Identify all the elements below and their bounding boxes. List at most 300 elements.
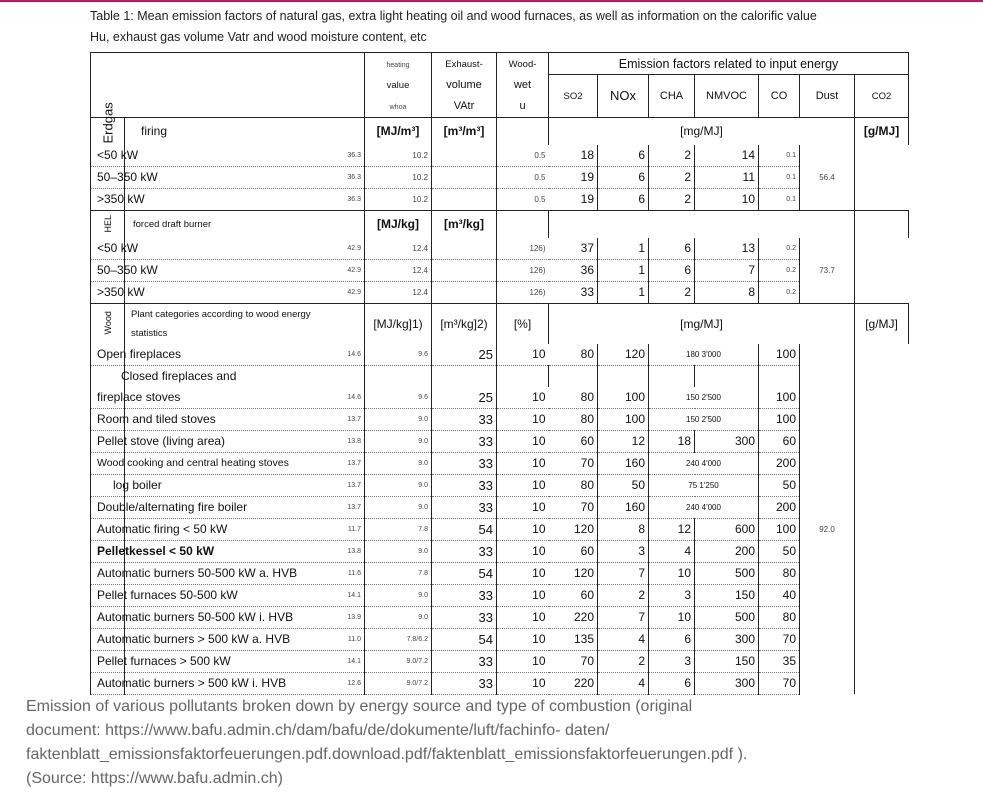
nmvoc-cell: 2 — [649, 166, 695, 188]
co-cell: 200 — [695, 540, 759, 562]
nox-cell: 220 — [549, 606, 598, 628]
moisture-cell: 33 — [432, 540, 497, 562]
heating-value-cell: 36.3 — [125, 188, 365, 210]
so2-cell: 10 — [497, 606, 549, 628]
co2-header: CO2 — [855, 75, 909, 118]
co-value: 1'250 — [699, 480, 719, 490]
nmvoc-cell: 3 — [649, 650, 695, 672]
dust-cell: 100 — [759, 387, 800, 409]
empty-cell — [598, 365, 649, 387]
erdgas-unit-co2: [g/MJ] — [855, 117, 909, 145]
co-cell: 8 — [695, 281, 759, 303]
co-cell: 150 — [695, 584, 759, 606]
empty-cell — [695, 365, 759, 387]
row-label: <50 kW — [91, 145, 125, 167]
so2-cell: 10 — [497, 628, 549, 650]
row-label: Wood cooking and central heating stoves — [91, 452, 125, 474]
co-cell: 600 — [695, 518, 759, 540]
nmvoc-value: 150 — [686, 392, 700, 402]
row-label: Automatic burners > 500 kW i. HVB — [91, 672, 125, 694]
nox-cell: 70 — [549, 650, 598, 672]
dust-cell: 50 — [759, 474, 800, 496]
caption-line-1: Table 1: Mean emission factors of natural gas, extra light heating oil and wood furnaces, as well as information on the calorific value — [90, 9, 817, 23]
cha-cell: 160 — [598, 496, 649, 518]
nox-cell: 120 — [549, 562, 598, 584]
nox-cell: 19 — [549, 188, 598, 210]
erdgas-row — [91, 188, 909, 210]
wood-unit-row — [91, 303, 909, 344]
co2-cell-empty — [800, 496, 855, 518]
empty-cell — [497, 365, 549, 387]
wood-unit-ev: [m³/kg]2) — [432, 303, 497, 344]
empty-cell — [759, 365, 800, 387]
cha-cell: 6 — [598, 145, 649, 167]
nox-cell: 80 — [549, 408, 598, 430]
exhaust-volume-cell: 9.0/7.2 — [365, 672, 432, 694]
cha-cell: 1 — [598, 238, 649, 260]
moisture-cell — [432, 188, 497, 210]
so2-cell: 126) — [497, 281, 549, 303]
nmvoc-cell: 2 — [649, 188, 695, 210]
co-cell: 11 — [695, 166, 759, 188]
wood-row — [91, 606, 909, 628]
wood-row — [91, 518, 909, 540]
cha-cell: 1 — [598, 281, 649, 303]
co2-cell-empty — [800, 606, 855, 628]
heating-value-cell: 42.9 — [125, 259, 365, 281]
wood-moisture-header: Wood- — [497, 53, 549, 75]
dust-cell: 0.1 — [759, 166, 800, 188]
dust-cell: 100 — [759, 408, 800, 430]
erdgas-row — [91, 145, 909, 167]
nox-cell: 80 — [549, 387, 598, 409]
nox-cell: 70 — [549, 452, 598, 474]
exhaust-volume-cell: 7.8/6.2 — [365, 628, 432, 650]
heating-value-cell: 13.7 — [125, 496, 365, 518]
empty-cell — [649, 365, 695, 387]
cha-cell: 50 — [598, 474, 649, 496]
so2-cell: 10 — [497, 430, 549, 452]
exhaust-volume-cell: 12.4 — [365, 281, 432, 303]
nmvoc-co-merged-cell — [649, 474, 759, 496]
exhaust-volume-cell: 9.0 — [365, 540, 432, 562]
cha-cell: 7 — [598, 562, 649, 584]
cha-cell: 120 — [598, 344, 649, 366]
nox-cell: 80 — [549, 474, 598, 496]
empty-cell — [365, 365, 432, 387]
cha-cell: 6 — [598, 166, 649, 188]
exhaust-volume-cell: 10.2 — [365, 145, 432, 167]
moisture-cell — [432, 145, 497, 167]
emission-factors-table — [90, 52, 909, 695]
nmvoc-cell: 18 — [649, 430, 695, 452]
wood-row — [91, 408, 909, 430]
nmvoc-cell: 6 — [649, 259, 695, 281]
exhaust-volume-cell: 9.0 — [365, 430, 432, 452]
erdgas-sub-label: firing — [125, 117, 365, 145]
cha-cell: 6 — [598, 188, 649, 210]
co2-cell: 73.7 — [800, 259, 855, 281]
moisture-cell: 25 — [432, 344, 497, 366]
heating-value-cell: 14.1 — [125, 584, 365, 606]
hel-row — [91, 238, 909, 260]
nmvoc-co-merged-cell — [649, 408, 759, 430]
dust-cell: 0.2 — [759, 281, 800, 303]
dust-cell: 0.2 — [759, 238, 800, 260]
co-cell: 13 — [695, 238, 759, 260]
wood-row — [91, 650, 909, 672]
so2-cell: 10 — [497, 344, 549, 366]
caption-line-2: Hu, exhaust gas volume Vatr and wood moisture content, etc — [90, 30, 427, 44]
dust-cell: 80 — [759, 606, 800, 628]
heating-value-cell: 14.6 — [125, 387, 365, 409]
so2-cell: 126) — [497, 259, 549, 281]
moisture-cell: 33 — [432, 430, 497, 452]
row-label: Automatic firing < 50 kW — [91, 518, 125, 540]
moisture-cell: 33 — [432, 408, 497, 430]
exhaust-volume-cell: 9.0/7.2 — [365, 650, 432, 672]
wood-row — [91, 628, 909, 650]
co-value: 3'000 — [701, 349, 721, 359]
cha-cell: 100 — [598, 387, 649, 409]
dust-cell: 100 — [759, 518, 800, 540]
dust-cell: 80 — [759, 562, 800, 584]
row-label: <50 kW — [91, 238, 125, 260]
nox-cell: 60 — [549, 430, 598, 452]
dust-cell: 70 — [759, 628, 800, 650]
wood-unit-moist: [%] — [497, 303, 549, 344]
wood-row — [91, 452, 909, 474]
nox-cell: 37 — [549, 238, 598, 260]
heating-value-cell: 42.9 — [125, 238, 365, 260]
exhaust-volume-cell: 12.4 — [365, 238, 432, 260]
nmvoc-cell: 6 — [649, 628, 695, 650]
so2-cell: 0.5 — [497, 188, 549, 210]
cha-cell: 4 — [598, 672, 649, 694]
so2-cell: 0.5 — [497, 145, 549, 167]
so2-cell: 10 — [497, 518, 549, 540]
nox-cell: 120 — [549, 518, 598, 540]
moisture-cell — [432, 281, 497, 303]
nox-cell: 220 — [549, 672, 598, 694]
row-label: Automatic burners > 500 kW a. HVB — [91, 628, 125, 650]
co2-cell-empty — [800, 628, 855, 650]
wood-unit-co2: [g/MJ] — [855, 303, 909, 344]
nmvoc-cell: 4 — [649, 540, 695, 562]
nmvoc-cell: 2 — [649, 281, 695, 303]
co2-cell-empty — [800, 430, 855, 452]
heating-value-cell: 13.7 — [125, 408, 365, 430]
dust-cell: 40 — [759, 584, 800, 606]
so2-cell: 10 — [497, 672, 549, 694]
so2-cell: 10 — [497, 496, 549, 518]
header-row-1 — [91, 53, 909, 75]
erdgas-unit-ev: [m³/m³] — [432, 117, 497, 145]
heating-value-header: heating — [365, 53, 432, 75]
erdgas-group-label: Erdgas — [91, 117, 125, 145]
cha-cell: 160 — [598, 452, 649, 474]
hel-unit-row — [91, 210, 909, 238]
cha-header: CHA — [649, 75, 695, 118]
moisture-cell: 33 — [432, 672, 497, 694]
co2-cell-empty — [800, 452, 855, 474]
exhaust-volume-cell: 9.0 — [365, 408, 432, 430]
figure-caption-line-2: document: https://www.bafu.admin.ch/dam/bafu/de/dokumente/luft/fachinfo- daten/ — [26, 722, 610, 739]
exhaust-volume-cell: 9.0 — [365, 452, 432, 474]
dust-cell: 50 — [759, 540, 800, 562]
cha-cell: 1 — [598, 259, 649, 281]
nmvoc-cell: 2 — [649, 145, 695, 167]
co-cell: 7 — [695, 259, 759, 281]
co2-cell-empty — [800, 238, 855, 260]
heating-value-cell: 11.7 — [125, 518, 365, 540]
wood-row — [91, 387, 909, 409]
nox-cell: 135 — [549, 628, 598, 650]
dust-cell: 0.1 — [759, 188, 800, 210]
so2-cell: 10 — [497, 452, 549, 474]
moisture-cell: 33 — [432, 650, 497, 672]
wood-row — [91, 474, 909, 496]
wood-row — [91, 344, 909, 366]
so2-cell: 10 — [497, 408, 549, 430]
cha-cell: 2 — [598, 650, 649, 672]
moisture-cell: 33 — [432, 496, 497, 518]
so2-cell: 10 — [497, 540, 549, 562]
dust-cell: 200 — [759, 496, 800, 518]
co2-cell-empty — [800, 408, 855, 430]
co-cell: 14 — [695, 145, 759, 167]
wood-row — [91, 430, 909, 452]
so2-cell: 10 — [497, 562, 549, 584]
emission-title: Emission factors related to input energy — [549, 53, 909, 75]
wood-moisture-header-3: u — [497, 96, 549, 118]
empty-cell — [549, 365, 598, 387]
top-accent-line — [0, 0, 983, 2]
nox-cell: 33 — [549, 281, 598, 303]
moisture-cell: 33 — [432, 474, 497, 496]
moisture-cell: 25 — [432, 387, 497, 409]
dust-cell: 200 — [759, 452, 800, 474]
dust-cell: 70 — [759, 672, 800, 694]
row-label: >350 kW — [91, 188, 125, 210]
dust-cell: 35 — [759, 650, 800, 672]
nmvoc-cell: 6 — [649, 672, 695, 694]
heating-value-cell: 14.6 — [125, 344, 365, 366]
nmvoc-value: 150 — [686, 414, 700, 424]
row-label: fireplace stoves — [91, 387, 125, 409]
table-caption — [90, 6, 890, 48]
co2-cell-empty — [800, 344, 855, 366]
nmvoc-value: 75 — [688, 480, 698, 490]
co-value: 2'500 — [701, 392, 721, 402]
heating-value-header-3: whoa — [365, 96, 432, 118]
nmvoc-cell: 12 — [649, 518, 695, 540]
exhaust-volume-cell: 10.2 — [365, 188, 432, 210]
moisture-cell: 54 — [432, 518, 497, 540]
co2-cell-empty — [800, 672, 855, 694]
exhaust-volume-cell: 9.0 — [365, 496, 432, 518]
co-value: 4'000 — [701, 458, 721, 468]
figure-caption-line-1: Emission of various pollutants broken down by energy source and type of combustion (original — [26, 698, 693, 715]
cha-cell: 3 — [598, 540, 649, 562]
nox-cell: 36 — [549, 259, 598, 281]
co-cell: 300 — [695, 628, 759, 650]
wood-moisture-header-2: wet — [497, 75, 549, 96]
co2-cell-empty — [800, 584, 855, 606]
cha-cell: 7 — [598, 606, 649, 628]
exhaust-volume-cell: 7.8 — [365, 518, 432, 540]
row-label: Pellet furnaces 50-500 kW — [91, 584, 125, 606]
nox-header: NOx — [598, 75, 649, 118]
header-blank — [91, 53, 365, 118]
wood-row — [91, 584, 909, 606]
heating-value-cell: 11.0 — [125, 628, 365, 650]
so2-cell: 10 — [497, 474, 549, 496]
hel-row — [91, 259, 909, 281]
moisture-cell: 33 — [432, 584, 497, 606]
row-label: Double/alternating fire boiler — [91, 496, 125, 518]
exhaust-volume-cell: 9.0 — [365, 474, 432, 496]
row-label: log boiler — [91, 474, 125, 496]
row-label: Automatic burners 50-500 kW i. HVB — [91, 606, 125, 628]
so2-cell: 10 — [497, 387, 549, 409]
heating-value-header-2: value — [365, 75, 432, 96]
heating-value-cell: 13.9 — [125, 606, 365, 628]
heating-value-cell: 13.7 — [125, 474, 365, 496]
wood-sub-label: Plant categories according to wood energy statistics — [125, 303, 365, 344]
cha-cell: 4 — [598, 628, 649, 650]
co-cell: 300 — [695, 672, 759, 694]
moisture-cell: 33 — [432, 452, 497, 474]
row-label-prefix: Closed fireplaces and — [91, 365, 125, 387]
exhaust-volume-cell: 9.6 — [365, 387, 432, 409]
moisture-cell: 33 — [432, 606, 497, 628]
nmvoc-co-merged-cell — [649, 496, 759, 518]
co2-cell-empty — [800, 281, 855, 303]
so2-cell: 10 — [497, 650, 549, 672]
exhaust-volume-cell: 10.2 — [365, 166, 432, 188]
nmvoc-cell: 10 — [649, 562, 695, 584]
wood-row — [91, 562, 909, 584]
co2-cell-empty — [800, 540, 855, 562]
cha-cell: 2 — [598, 584, 649, 606]
co2-cell-empty — [800, 188, 855, 210]
nox-cell: 60 — [549, 584, 598, 606]
heating-value-cell: 13.7 — [125, 452, 365, 474]
nmvoc-value: 240 — [686, 458, 700, 468]
row-label: Pelletkessel < 50 kW — [91, 540, 125, 562]
moisture-cell: 54 — [432, 628, 497, 650]
co-header: CO — [759, 75, 800, 118]
co2-cell-empty — [800, 145, 855, 167]
dust-cell: 0.1 — [759, 145, 800, 167]
wood-unit-hv: [MJ/kg]1) — [365, 303, 432, 344]
nmvoc-co-merged-cell — [649, 387, 759, 409]
heating-value-cell: 13.8 — [125, 540, 365, 562]
wood-row — [91, 496, 909, 518]
wood-row — [91, 672, 909, 694]
empty-cell — [432, 365, 497, 387]
row-label: 50–350 kW — [91, 259, 125, 281]
dust-cell: 60 — [759, 430, 800, 452]
exhaust-volume-cell: 9.6 — [365, 344, 432, 366]
nmvoc-cell: 3 — [649, 584, 695, 606]
co-value: 4'000 — [701, 502, 721, 512]
moisture-cell: 54 — [432, 562, 497, 584]
co2-cell-empty — [800, 365, 855, 387]
exhaust-volume-cell: 7.8 — [365, 562, 432, 584]
cha-cell: 8 — [598, 518, 649, 540]
so2-cell: 0.5 — [497, 166, 549, 188]
so2-cell: 10 — [497, 584, 549, 606]
wood-row-prefix — [91, 365, 909, 387]
co2-cell: 56.4 — [800, 166, 855, 188]
exhaust-volume-cell: 12.4 — [365, 259, 432, 281]
exhaust-volume-cell: 9.0 — [365, 584, 432, 606]
hel-sub-label: forced draft burner — [125, 210, 365, 238]
nox-cell: 80 — [549, 344, 598, 366]
exhaust-volume-cell: 9.0 — [365, 606, 432, 628]
heating-value-cell: 42.9 — [125, 281, 365, 303]
figure-caption-line-3: faktenblatt_emissionsfaktorfeuerungen.pdf.download.pdf/faktenblatt_emissionsfaktorfeuerungen.pdf ). — [26, 746, 748, 763]
hel-row — [91, 281, 909, 303]
moisture-cell — [432, 238, 497, 260]
erdgas-unit-hv: [MJ/m³] — [365, 117, 432, 145]
so2-cell: 126) — [497, 238, 549, 260]
wood-unit-mid: [mg/MJ] — [549, 303, 855, 344]
nmvoc-co-merged-cell — [649, 452, 759, 474]
wood-row — [91, 540, 909, 562]
nmvoc-header: NMVOC — [695, 75, 759, 118]
heating-value-cell: 36.3 — [125, 145, 365, 167]
nox-cell: 19 — [549, 166, 598, 188]
row-label: Automatic burners 50-500 kW a. HVB — [91, 562, 125, 584]
figure-caption-line-4: (Source: https://www.bafu.admin.ch) — [26, 770, 283, 787]
row-label: 50–350 kW — [91, 166, 125, 188]
co-cell: 500 — [695, 606, 759, 628]
cha-cell: 12 — [598, 430, 649, 452]
dust-header: Dust — [800, 75, 855, 118]
erdgas-unit-row — [91, 117, 909, 145]
co-cell: 500 — [695, 562, 759, 584]
row-label: Room and tiled stoves — [91, 408, 125, 430]
co2-cell-empty — [800, 562, 855, 584]
hel-unit-hv: [MJ/kg] — [365, 210, 432, 238]
nmvoc-cell: 6 — [649, 238, 695, 260]
row-label: >350 kW — [91, 281, 125, 303]
nox-cell: 18 — [549, 145, 598, 167]
exhaust-volume-header-2: volume — [432, 75, 497, 96]
nmvoc-cell: 10 — [649, 606, 695, 628]
heating-value-cell: 14.1 — [125, 650, 365, 672]
row-label: Pellet stove (living area) — [91, 430, 125, 452]
co2-cell-empty — [800, 650, 855, 672]
so2-header: SO2 — [549, 75, 598, 118]
nmvoc-value: 180 — [686, 349, 700, 359]
nmvoc-co-merged-cell — [649, 344, 759, 366]
dust-cell: 0.2 — [759, 259, 800, 281]
co2-cell-empty — [800, 387, 855, 409]
row-label: Open fireplaces — [91, 344, 125, 366]
erdgas-unit-mid: [mg/MJ] — [549, 117, 855, 145]
nox-cell: 60 — [549, 540, 598, 562]
wood-group-label: Wood — [91, 303, 125, 344]
heating-value-cell: 12.6 — [125, 672, 365, 694]
nox-cell: 70 — [549, 496, 598, 518]
co-value: 2'500 — [701, 414, 721, 424]
cha-cell: 100 — [598, 408, 649, 430]
co-cell: 150 — [695, 650, 759, 672]
